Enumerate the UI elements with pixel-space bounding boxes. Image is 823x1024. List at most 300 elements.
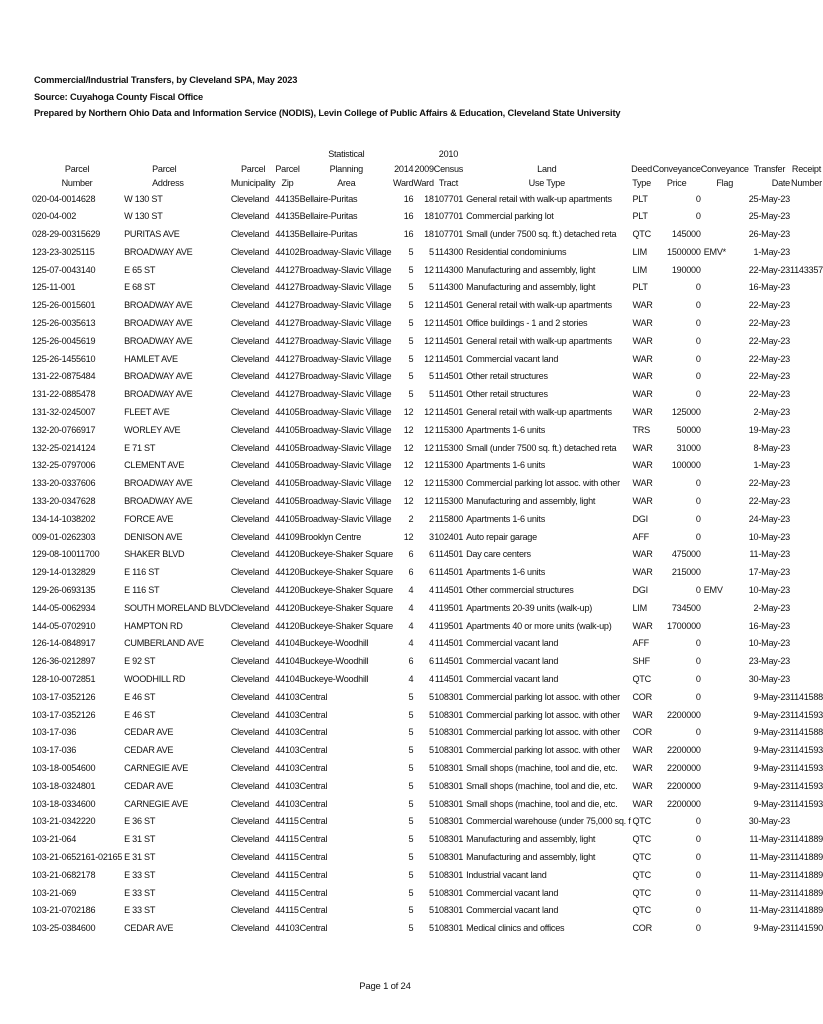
cell-street-number: 4600: [76, 763, 96, 773]
cell-ward-2009: 5: [428, 816, 434, 827]
cell-parcel-number: 103-17-036: [32, 745, 77, 756]
cell-planning-area: Buckeye-Shaker Square: [299, 620, 393, 631]
cell-land-use: Commercial parking lot assoc. with other: [466, 745, 620, 756]
cell-census-tract: 114501: [434, 318, 464, 329]
cell-street-name: E 46 ST: [124, 691, 156, 702]
cell-zip: 44127: [275, 300, 300, 311]
table-row: [32, 671, 823, 689]
cell-deed-type: WAR: [632, 763, 653, 773]
cell-ward-2014: 5: [408, 318, 414, 329]
cell-ward-2009: 6: [428, 656, 434, 667]
cell-planning-area: Buckeye-Shaker Square: [299, 585, 393, 596]
cell-receipt-number: [790, 635, 823, 653]
cell-municipality: Cleveland: [230, 300, 270, 311]
cell-deed-type: WAR: [632, 780, 653, 791]
header-flag-line1: Conveyance: [700, 163, 749, 174]
cell-street-name: BROADWAY AVE: [124, 478, 193, 489]
cell-census-tract: 108301: [434, 869, 464, 880]
cell-ward-2014: 5: [408, 834, 414, 845]
cell-parcel-number: 103-17-035: [32, 691, 77, 702]
cell-planning-area: Buckeye-Shaker Square: [299, 549, 393, 560]
cell-transfer-date: 1-May-23: [753, 246, 790, 257]
cell-ward-2009: 5: [428, 389, 434, 400]
cell-parcel-number: 028-29-003: [32, 229, 77, 240]
cell-zip: 44103: [275, 745, 300, 756]
cell-street-name: E 116 ST: [124, 585, 160, 596]
cell-flag: [701, 493, 749, 511]
cell-deed-type: WAR: [632, 478, 653, 489]
cell-ward-2009: 12: [424, 407, 434, 418]
cell-zip: 44103: [275, 691, 300, 702]
cell-flag: [701, 315, 749, 333]
cell-deed-type: WAR: [632, 496, 653, 507]
cell-municipality: Cleveland: [230, 905, 270, 916]
cell-flag: [701, 279, 749, 297]
cell-municipality: Cleveland: [230, 335, 270, 346]
cell-flag: [701, 511, 749, 529]
cell-transfer-date: 11-May-23: [749, 549, 790, 560]
cell-census-tract: 108301: [434, 727, 464, 738]
cell-ward-2014: 12: [403, 531, 414, 542]
cell-municipality: Cleveland: [230, 780, 270, 791]
cell-receipt-number: [790, 422, 823, 440]
cell-planning-area: Central: [299, 816, 328, 827]
cell-parcel-number: 125-26-001: [32, 300, 77, 311]
cell-street-name: BROADWAY AVE: [124, 246, 193, 257]
cell-parcel-number: 103-25-038: [32, 923, 77, 934]
cell-ward-2009: 12: [424, 442, 434, 453]
report-title: Commercial/Industrial Transfers, by Cleveland SPA, May 2023: [34, 75, 298, 85]
cell-street-name: FLEET AVE: [124, 407, 170, 418]
cell-flag: [701, 760, 749, 778]
cell-municipality: Cleveland: [230, 745, 270, 756]
cell-land-use: General retail with walk-up apartments: [466, 335, 612, 346]
cell-parcel-number: 125-07-004: [32, 264, 77, 275]
table-row: [32, 831, 823, 849]
cell-deed-type: DGI: [632, 513, 648, 524]
cell-ward-2014: 5: [408, 335, 414, 346]
cell-transfer-date: 10-May-23: [748, 531, 790, 542]
header-parcel-zip-line1: Parcel: [275, 163, 300, 174]
cell-ward-2009: 18: [424, 229, 434, 240]
cell-flag: [701, 813, 749, 831]
cell-street-name: WORLEY AVE: [124, 424, 181, 435]
cell-price: 0: [695, 869, 701, 880]
cell-parcel-number: 129-08-100: [32, 549, 77, 560]
cell-deed-type: COR: [632, 923, 652, 934]
cell-street-number: 4801: [76, 780, 96, 791]
table-row: [32, 724, 823, 742]
cell-street-number: 2220: [76, 816, 96, 827]
cell-land-use: Commercial warehouse (under 75,000 sq. f: [466, 816, 631, 827]
cell-deed-type: LIM: [632, 246, 647, 257]
cell-ward-2014: 12: [403, 496, 414, 507]
cell-ward-2009: 5: [428, 869, 434, 880]
cell-transfer-date: 22-May-23: [748, 335, 790, 346]
cell-parcel-number: 009-01-026: [32, 531, 77, 542]
cell-deed-type: TRS: [632, 424, 650, 435]
cell-price: 0: [695, 353, 701, 364]
cell-census-tract: 119501: [434, 620, 464, 631]
cell-ward-2014: 4: [408, 674, 414, 685]
cell-street-name: E 68 ST: [124, 282, 156, 293]
cell-ward-2009: 5: [428, 923, 434, 934]
cell-municipality: Cleveland: [230, 424, 270, 435]
cell-flag: [701, 191, 749, 209]
cell-zip: 44104: [275, 656, 300, 667]
cell-flag: [701, 689, 749, 707]
cell-street-number: 2934: [76, 602, 96, 613]
cell-transfer-date: 30-May-23: [748, 816, 790, 827]
cell-flag: [701, 333, 749, 351]
cell-street-number: [76, 208, 122, 226]
cell-price: 0: [695, 531, 701, 542]
cell-deed-type: PLT: [632, 211, 648, 222]
cell-street-number: 4600: [76, 798, 96, 809]
cell-ward-2009: 5: [428, 691, 434, 702]
table-header: [32, 147, 823, 191]
cell-street-number: 15629: [76, 229, 101, 240]
cell-municipality: Cleveland: [230, 691, 270, 702]
cell-municipality: Cleveland: [230, 371, 270, 382]
cell-land-use: Commercial vacant land: [466, 638, 559, 649]
cell-ward-2009: 12: [424, 353, 434, 364]
cell-flag: [701, 368, 749, 386]
cell-land-use: Industrial vacant land: [466, 869, 547, 880]
table-row: [32, 368, 823, 386]
cell-land-use: Commercial vacant land: [466, 674, 559, 685]
cell-price: 0: [695, 727, 701, 738]
cell-receipt-number: [790, 351, 823, 369]
cell-deed-type: WAR: [632, 300, 653, 311]
table-row: [32, 457, 823, 475]
cell-parcel-number: 132-25-079: [32, 460, 77, 471]
cell-deed-type: AFF: [632, 531, 649, 542]
cell-ward-2014: 12: [403, 460, 414, 471]
table-body: [32, 191, 823, 938]
cell-street-number: 3140: [76, 264, 96, 275]
cell-ward-2009: 5: [428, 371, 434, 382]
cell-planning-area: Broadway-Slavic Village: [299, 513, 392, 524]
cell-street-number: 4124: [76, 442, 96, 453]
cell-price: 475000: [671, 549, 701, 560]
table-row: [32, 244, 823, 262]
cell-deed-type: QTC: [632, 887, 651, 898]
cell-flag: [701, 208, 749, 226]
header-parcel-muni-line1: Parcel: [240, 163, 266, 174]
table-row: [32, 333, 823, 351]
cell-census-tract: 114501: [434, 656, 464, 667]
cell-census-tract: 115300: [434, 442, 464, 453]
table-row: [32, 440, 823, 458]
cell-ward-2009: 5: [428, 887, 434, 898]
header-date-line2: Date: [771, 178, 790, 188]
cell-ward-2009: 5: [428, 246, 434, 257]
cell-ward-2014: 5: [408, 816, 414, 827]
cell-planning-area: Buckeye-Shaker Square: [299, 567, 393, 578]
table-row: [32, 742, 823, 760]
cell-street-name: WOODHILL RD: [124, 674, 186, 685]
cell-street-name: SHAKER BLVD: [124, 549, 185, 560]
cell-census-tract: 114501: [434, 300, 464, 311]
cell-census-tract: 108301: [434, 709, 464, 720]
page-number: Page 1 of 24: [359, 981, 411, 992]
cell-price: 0: [695, 691, 701, 702]
cell-census-tract: 115300: [434, 460, 464, 471]
cell-deed-type: WAR: [632, 620, 653, 631]
cell-ward-2014: 12: [403, 407, 414, 418]
table-row: [32, 920, 823, 938]
cell-parcel-number: 134-14-103: [32, 513, 77, 524]
cell-price: 0: [695, 585, 701, 596]
cell-deed-type: WAR: [632, 442, 653, 453]
cell-transfer-date: 22-May-23: [748, 353, 790, 364]
cell-parcel-number: 131-32-024: [32, 407, 77, 418]
cell-census-tract: 114501: [434, 567, 464, 578]
cell-municipality: Cleveland: [230, 727, 270, 738]
cell-land-use: Small shops (machine, tool and die, etc.: [466, 780, 618, 791]
cell-parcel-number: 125-26-145: [32, 353, 77, 364]
cell-flag: [701, 778, 749, 796]
cell-parcel-number: 103-18-032: [32, 780, 77, 791]
cell-zip: 44120: [275, 567, 300, 578]
cell-census-tract: 114501: [434, 585, 464, 596]
cell-zip: 44115: [275, 834, 299, 845]
cell-transfer-date: 24-May-23: [748, 513, 790, 524]
cell-deed-type: COR: [632, 727, 652, 738]
header-flag-line2: Flag: [716, 178, 734, 188]
cell-land-use: Commercial parking lot assoc. with other: [466, 727, 620, 738]
cell-street-name: E 92 ST: [124, 656, 156, 667]
cell-deed-type: WAR: [632, 353, 653, 364]
cell-ward-2014: 5: [408, 780, 414, 791]
cell-parcel-number: 103-21-070: [32, 905, 77, 916]
cell-deed-type: WAR: [632, 798, 653, 809]
cell-receipt-number: [790, 244, 823, 262]
header-date-line1: Transfer: [753, 163, 786, 174]
cell-municipality: Cleveland: [230, 567, 270, 578]
cell-street-name: E 65 ST: [124, 264, 156, 275]
cell-land-use: Residential condominiums: [466, 246, 567, 257]
table-row: [32, 902, 823, 920]
cell-receipt-number: [790, 511, 823, 529]
cell-land-use: Apartments 1-6 units: [466, 567, 545, 578]
cell-parcel-number: 103-21-068: [32, 869, 77, 880]
cell-flag: [701, 920, 749, 938]
cell-price: 0: [695, 193, 701, 204]
cell-planning-area: Broadway-Slavic Village: [299, 300, 392, 311]
cell-street-number: 3135: [76, 585, 96, 596]
cell-zip: 44127: [275, 318, 300, 329]
cell-price: 0: [695, 335, 701, 346]
cell-land-use: Medical clinics and offices: [466, 923, 565, 934]
cell-deed-type: WAR: [632, 407, 653, 418]
cell-parcel-number: 132-20-076: [32, 424, 77, 435]
cell-parcel-number: 103-17-036: [32, 727, 77, 738]
cell-census-tract: 108301: [434, 851, 464, 862]
cell-deed-type: WAR: [632, 460, 653, 471]
header-parcel-number-line1: Parcel: [64, 163, 90, 174]
cell-street-number: 2126: [76, 709, 96, 720]
cell-flag: [701, 457, 749, 475]
cell-flag: [701, 671, 749, 689]
cell-transfer-date: 9-May-23: [753, 780, 790, 791]
cell-transfer-date: 22-May-23: [748, 496, 790, 507]
cell-transfer-date: 22-May-23: [748, 389, 790, 400]
cell-parcel-number: 126-14-084: [32, 638, 77, 649]
cell-street-name: BROADWAY AVE: [124, 496, 193, 507]
cell-zip: 44105: [275, 424, 300, 435]
cell-transfer-date: 25-May-23: [748, 211, 790, 222]
cell-parcel-number: 129-26-069: [32, 585, 77, 596]
header-land-line1: Land: [537, 163, 557, 174]
header-ward2014-line2: Ward: [392, 178, 414, 188]
cell-planning-area: Broadway-Slavic Village: [299, 335, 392, 346]
cell-street-name: BROADWAY AVE: [124, 389, 193, 400]
cell-zip: 44127: [275, 389, 300, 400]
cell-land-use: Apartments 20-39 units (walk-up): [466, 602, 593, 613]
cell-land-use: Commercial vacant land: [466, 353, 559, 364]
table-row: [32, 404, 823, 422]
table-row: [32, 885, 823, 903]
cell-street-number: [76, 885, 122, 903]
cell-street-number: 11700: [76, 549, 100, 560]
table-row: [32, 315, 823, 333]
cell-census-tract: 115800: [434, 513, 464, 524]
header-receipt-line2: Number: [791, 178, 822, 188]
cell-municipality: Cleveland: [230, 353, 270, 364]
cell-land-use: Manufacturing and assembly, light: [466, 496, 596, 507]
cell-flag: [701, 475, 749, 493]
header-receipt-line1: Receipt: [791, 163, 821, 174]
cell-price: 0: [695, 496, 701, 507]
cell-planning-area: Broadway-Slavic Village: [299, 282, 392, 293]
cell-price: 2200000: [667, 763, 701, 773]
header-parcel-address-line2: Address: [152, 178, 184, 188]
cell-flag: [701, 742, 749, 760]
cell-municipality: Cleveland: [230, 763, 270, 773]
cell-flag: [701, 297, 749, 315]
cell-flag: EMV*: [703, 246, 726, 257]
cell-price: 2200000: [667, 780, 701, 791]
cell-receipt-number: [790, 404, 823, 422]
table-row: [32, 262, 823, 280]
cell-price: 2200000: [667, 798, 701, 809]
cell-street-name: CEDAR AVE: [124, 923, 174, 934]
cell-land-use: Commercial vacant land: [466, 887, 559, 898]
cell-price: 0: [695, 816, 701, 827]
table-row: [32, 226, 823, 244]
cell-flag: [701, 885, 749, 903]
cell-price: 0: [695, 638, 701, 649]
cell-price: 0: [695, 674, 701, 685]
header-parcel-address-line1: Parcel: [152, 163, 177, 174]
cell-parcel-number: 133-20-034: [32, 496, 77, 507]
cell-transfer-date: 9-May-23: [753, 745, 790, 756]
cell-zip: 44127: [275, 353, 300, 364]
cell-ward-2014: 16: [403, 193, 414, 204]
cell-planning-area: Bellaire-Puritas: [299, 193, 358, 204]
cell-ward-2009: 5: [428, 780, 434, 791]
table-row: [32, 422, 823, 440]
cell-zip: 44135: [275, 193, 300, 204]
header-spa-line3: Area: [337, 178, 356, 188]
header-tract-line2: Tract: [438, 178, 458, 188]
cell-census-tract: 107701: [434, 211, 464, 222]
cell-street-number: 5484: [76, 371, 96, 382]
cell-zip: 44104: [275, 674, 300, 685]
cell-price: 0: [695, 211, 701, 222]
cell-receipt-number: [790, 386, 823, 404]
cell-deed-type: QTC: [632, 869, 651, 880]
cell-census-tract: 114300: [434, 246, 464, 257]
cell-ward-2014: 4: [408, 620, 414, 631]
header-tract-year: 2010: [438, 149, 459, 159]
cell-street-name: E 46 ST: [124, 709, 156, 720]
cell-planning-area: Broadway-Slavic Village: [299, 460, 392, 471]
cell-deed-type: WAR: [632, 567, 653, 578]
cell-flag: [701, 831, 749, 849]
cell-street-number: 5115: [76, 246, 95, 257]
table-row: [32, 529, 823, 547]
cell-land-use: Manufacturing and assembly, light: [466, 264, 596, 275]
table-row: [32, 813, 823, 831]
cell-street-number: 8917: [76, 638, 96, 649]
cell-parcel-number: 125-11-001: [32, 282, 76, 293]
cell-planning-area: Broadway-Slavic Village: [299, 407, 392, 418]
cell-price: 0: [695, 389, 701, 400]
cell-land-use: Apartments 1-6 units: [466, 513, 545, 524]
cell-zip: 44105: [275, 478, 300, 489]
cell-price: 0: [695, 656, 701, 667]
table-row: [32, 653, 823, 671]
cell-parcel-number: 125-26-004: [32, 335, 77, 346]
cell-ward-2014: 5: [408, 745, 414, 756]
cell-street-number: 5478: [76, 389, 96, 400]
cell-transfer-date: 2-May-23: [753, 407, 790, 418]
table-row: [32, 546, 823, 564]
cell-deed-type: AFF: [632, 638, 649, 649]
cell-ward-2009: 12: [424, 300, 434, 311]
cell-ward-2014: 6: [408, 567, 414, 578]
cell-land-use: Small (under 7500 sq. ft.) detached reta: [466, 229, 617, 240]
cell-transfer-date: 9-May-23: [753, 923, 790, 934]
cell-parcel-number: 103-17-035: [32, 709, 77, 720]
cell-planning-area: Central: [299, 851, 328, 862]
cell-street-name: DENISON AVE: [124, 531, 183, 542]
cell-street-name: BROADWAY AVE: [124, 335, 193, 346]
cell-street-name: HAMLET AVE: [124, 353, 178, 364]
cell-parcel-number: 103-21-034: [32, 816, 77, 827]
cell-ward-2014: 5: [408, 300, 414, 311]
cell-municipality: Cleveland: [230, 264, 270, 275]
cell-municipality: Cleveland: [230, 460, 270, 471]
cell-ward-2014: 6: [408, 656, 414, 667]
cell-planning-area: Broadway-Slavic Village: [299, 264, 392, 275]
cell-land-use: General retail with walk-up apartments: [466, 300, 612, 311]
cell-deed-type: LIM: [632, 602, 647, 613]
cell-price: 215000: [671, 567, 701, 578]
cell-zip: 44120: [275, 585, 300, 596]
cell-planning-area: Buckeye-Shaker Square: [299, 602, 393, 613]
cell-flag: [701, 796, 749, 814]
cell-zip: 44103: [275, 780, 300, 791]
cell-municipality: Cleveland: [230, 282, 270, 293]
cell-transfer-date: 22-May-23: [748, 264, 790, 275]
cell-street-name: E 36 ST: [124, 816, 156, 827]
cell-zip: 44127: [275, 282, 300, 293]
cell-flag: [701, 404, 749, 422]
